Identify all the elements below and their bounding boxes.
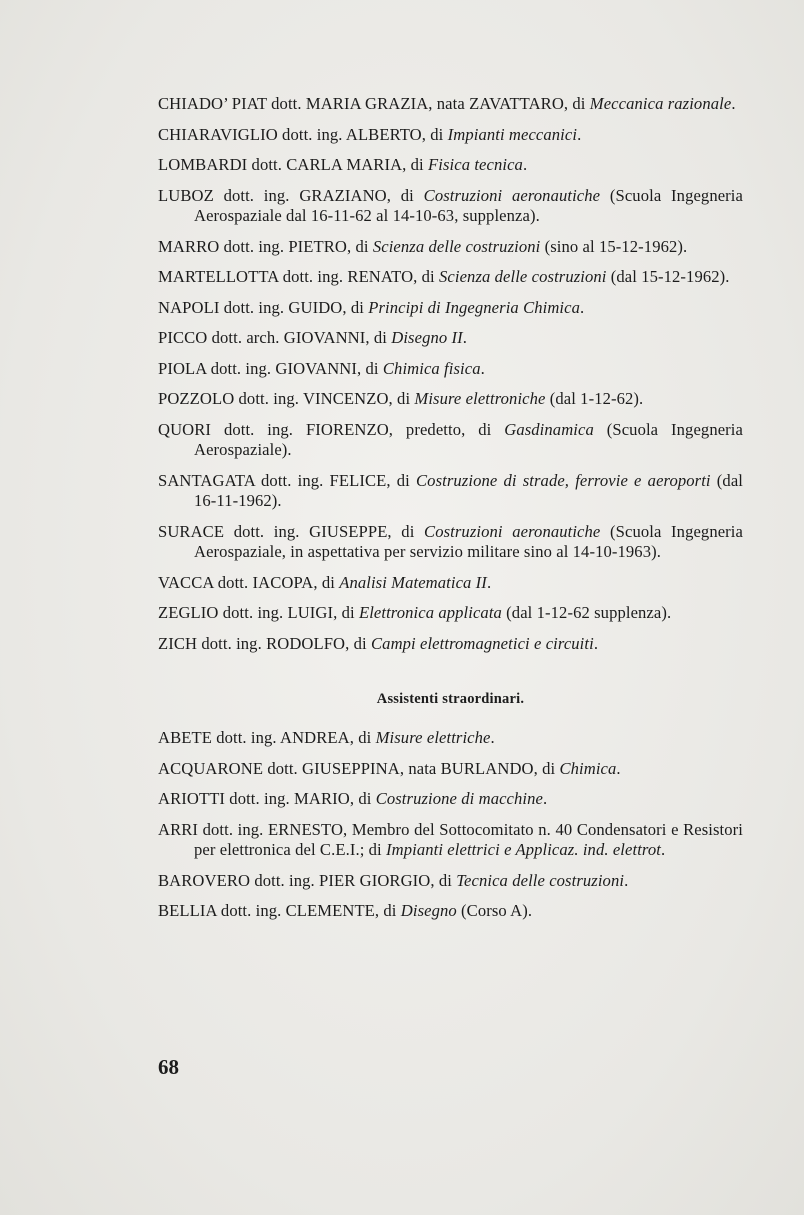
list-item: LUBOZ dott. ing. GRAZIANO, di Costruzioni aeronautiche (Scuola Ingegneria Aerospaziale dal 16-11-62 al 14-10-63, supplenza). bbox=[158, 185, 743, 225]
list-item: ABETE dott. ing. ANDREA, di Misure elettriche. bbox=[158, 728, 495, 747]
list-item: MARRO dott. ing. PIETRO, di Scienza delle costruzioni (sino al 15-12-1962). bbox=[158, 236, 688, 256]
list-item: QUORI dott. ing. FIORENZO, predetto, di Gasdinamica (Scuola Ingegneria Aerospaziale). bbox=[158, 419, 743, 459]
list-item: SURACE dott. ing. GIUSEPPE, di Costruzioni aeronautiche (Scuola Ingegneria Aerospaziale, in aspettativa per servizio militare sino al 14-10-1963). bbox=[158, 521, 743, 561]
section-title: Assistenti straordinari. bbox=[376, 691, 525, 707]
list-item: CHIARAVIGLIO dott. ing. ALBERTO, di Impianti meccanici. bbox=[158, 124, 582, 144]
list-item: PIOLA dott. ing. GIOVANNI, di Chimica fisica. bbox=[158, 358, 485, 378]
list-item: ACQUARONE dott. GIUSEPPINA, nata BURLANDO, di Chimica. bbox=[158, 758, 621, 778]
list-item: CHIADO’ PIAT dott. MARIA GRAZIA, nata ZAVATTARO, di Meccanica razionale. bbox=[158, 94, 736, 113]
list-item: LOMBARDI dott. CARLA MARIA, di Fisica tecnica. bbox=[158, 155, 528, 174]
list-item: BELLIA dott. ing. CLEMENTE, di Disegno (Corso A). bbox=[158, 901, 533, 920]
list-item: ZICH dott. ing. RODOLFO, di Campi elettromagnetici e circuiti. bbox=[158, 633, 599, 653]
text-column bbox=[158, 94, 743, 932]
list-item: ARIOTTI dott. ing. MARIO, di Costruzione di macchine. bbox=[158, 789, 548, 808]
page-number: 68 bbox=[158, 1055, 179, 1079]
list-item: BAROVERO dott. ing. PIER GIORGIO, di Tecnica delle costruzioni. bbox=[158, 870, 629, 890]
list-item: POZZOLO dott. ing. VINCENZO, di Misure elettroniche (dal 1-12-62). bbox=[158, 389, 644, 408]
list-item: ARRI dott. ing. ERNESTO, Membro del Sottocomitato n. 40 Condensatori e Resistori per elettronica del C.E.I.; di Impianti elettrici e Applicaz. ind. elettrot. bbox=[158, 819, 743, 859]
list-item: MARTELLOTTA dott. ing. RENATO, di Scienza delle costruzioni (dal 15-12-1962). bbox=[158, 267, 730, 286]
list-item: VACCA dott. IACOPA, di Analisi Matematica II. bbox=[158, 572, 492, 592]
list-item: ZEGLIO dott. ing. LUIGI, di Elettronica applicata (dal 1-12-62 supplenza). bbox=[158, 603, 672, 622]
list-item: SANTAGATA dott. ing. FELICE, di Costruzione di strade, ferrovie e aeroporti (dal 16-11-1962). bbox=[158, 470, 743, 510]
list-item: NAPOLI dott. ing. GUIDO, di Principi di Ingegneria Chimica. bbox=[158, 297, 585, 317]
list-item: PICCO dott. arch. GIOVANNI, di Disegno II. bbox=[158, 328, 468, 347]
